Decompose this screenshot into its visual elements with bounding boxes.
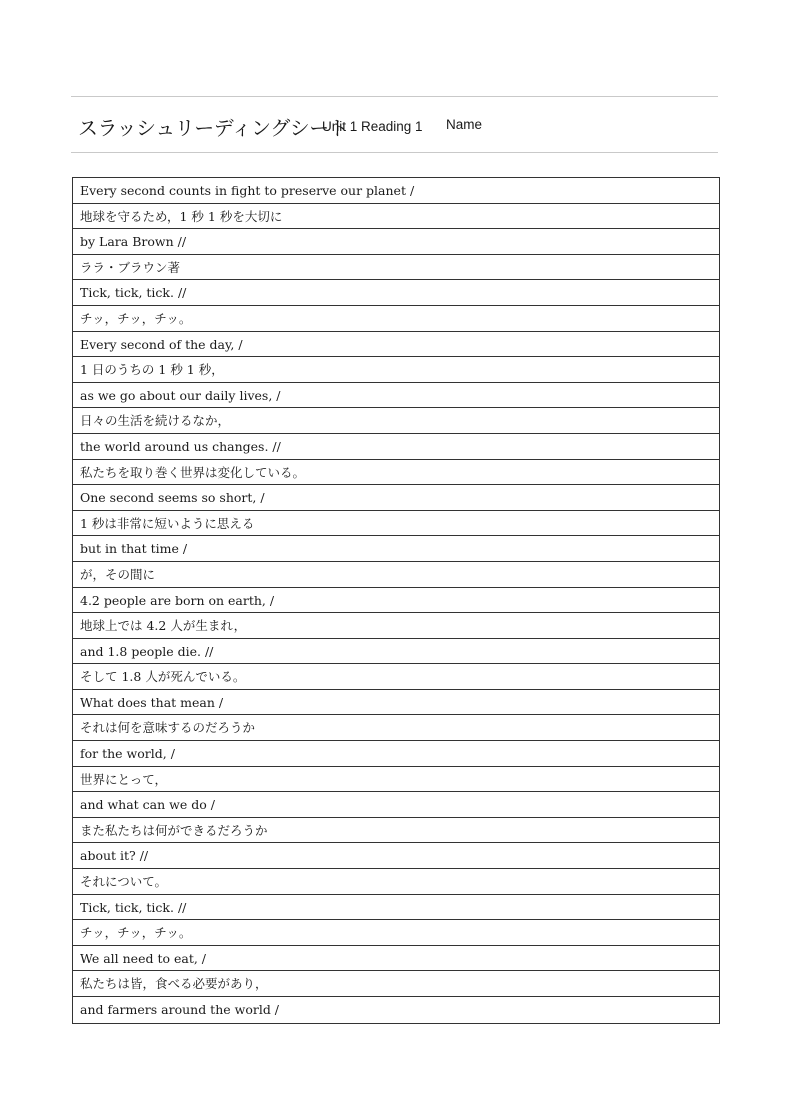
table-row: for the world, / xyxy=(73,741,719,767)
header-top-rule xyxy=(71,96,718,97)
table-row: ララ・ブラウン著 xyxy=(73,255,719,281)
table-row: また私たちは何ができるだろうか xyxy=(73,818,719,844)
table-row: それについて。 xyxy=(73,869,719,895)
table-row: 世界にとって， xyxy=(73,767,719,793)
sheet-title: スラッシュリーディングシート xyxy=(78,116,349,140)
table-row: 4.2 people are born on earth, / xyxy=(73,588,719,614)
table-row: and what can we do / xyxy=(73,792,719,818)
table-row: が，その間に xyxy=(73,562,719,588)
table-row: What does that mean / xyxy=(73,690,719,716)
table-row: as we go about our daily lives, / xyxy=(73,383,719,409)
table-row: 地球上では 4.2 人が生まれ， xyxy=(73,613,719,639)
table-row: 日々の生活を続けるなか， xyxy=(73,408,719,434)
header-bottom-rule xyxy=(71,152,718,153)
table-row: Every second counts in fight to preserve our planet / xyxy=(73,178,719,204)
table-row: We all need to eat, / xyxy=(73,946,719,972)
table-row: 私たちを取り巻く世界は変化している。 xyxy=(73,460,719,486)
table-row: Tick, tick, tick. // xyxy=(73,895,719,921)
table-row: and 1.8 people die. // xyxy=(73,639,719,665)
table-row: チッ，チッ，チッ。 xyxy=(73,306,719,332)
reading-table xyxy=(72,177,720,1024)
table-row: about it? // xyxy=(73,843,719,869)
table-row: 1 日のうちの 1 秒 1 秒， xyxy=(73,357,719,383)
table-row: by Lara Brown // xyxy=(73,229,719,255)
table-row: そして 1.8 人が死んでいる。 xyxy=(73,664,719,690)
table-row: Tick, tick, tick. // xyxy=(73,280,719,306)
sheet-header xyxy=(78,110,718,140)
table-row: but in that time / xyxy=(73,536,719,562)
table-row: 私たちは皆，食べる必要があり， xyxy=(73,971,719,997)
table-row: 1 秒は非常に短いように思える xyxy=(73,511,719,537)
table-row: Every second of the day, / xyxy=(73,332,719,358)
table-row: それは何を意味するのだろうか xyxy=(73,715,719,741)
table-row: One second seems so short, / xyxy=(73,485,719,511)
table-row: 地球を守るため，1 秒 1 秒を大切に xyxy=(73,204,719,230)
table-row: チッ，チッ，チッ。 xyxy=(73,920,719,946)
table-row: and farmers around the world / xyxy=(80,1002,280,1017)
table-row: the world around us changes. // xyxy=(73,434,719,460)
name-label: Name xyxy=(446,117,483,132)
unit-label: Unit 1 Reading 1 xyxy=(322,119,423,134)
